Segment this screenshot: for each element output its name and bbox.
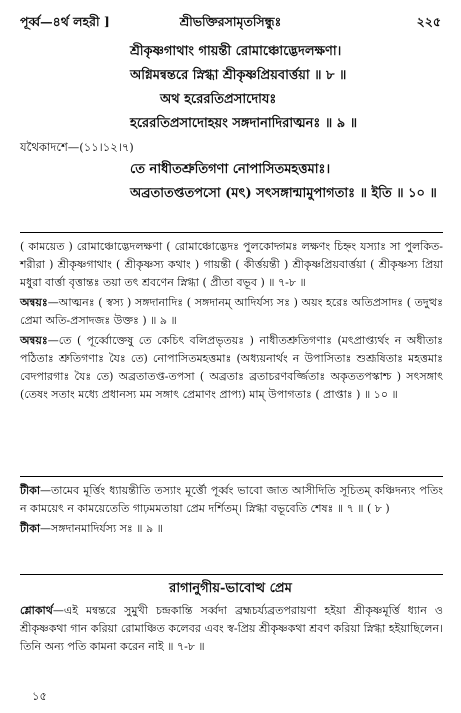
commentary-block [20,238,443,406]
commentary-paragraph: ( কাময়েত ) রোমাঞ্চোদ্ভেদলক্ষণা ( রোমাঞ্চোদ্ভেদঃ পুলকোদ্গমঃ লক্ষণং চিহ্নং যস্যাঃ সা পুলকিত-শরীরা ) শ্রীকৃষ্ণগাথাং ( শ্রীকৃষ্ণস্য কথাং ) গায়ন্তী ( কীর্ত্তয়ন্তী ) শ্রীকৃষ্ণপ্রিয়বার্ত্তয়া ( শ্রীকৃষ্ণস্য প্রিয়া মধুরা বার্ত্তা বৃত্তান্তঃ তয়া তৎ শ্রবণেন স্নিগ্ধা ( প্রীতা বভূব ) ॥ ৭-৮ ॥ [20,240,443,289]
divider-rule [20,476,443,477]
running-header [20,14,441,36]
tika-text: —তামেব মূর্ত্তিং ধ্যায়ন্তীতি তস্যাং মূর্ত্তৌ পূর্ব্বং ভাবো জাত আসীদিতি সূচিতম্ কঞ্চিদন্যং পতিং ন কাময়েৎ ন কাময়েতেতি গাঢ়মমতায়া প্রেম দর্শিতম্। স্নিগ্ধা বভূবেতি শেষঃ ॥ ৭ ॥ ( ৮ ) [20,484,443,515]
anvaya-text: —তে ( পূর্ব্বোক্তেষু তে কেচিৎ বলিপ্রভৃতয়ঃ ) নাধীতশ্রুতিগণাঃ (মৎপ্রাপ্ত্যর্থং ন অধীতাঃ পঠিতাঃ শ্রুতিগণাঃ যৈঃ তে) নোপাসিতমহত্তমাঃ (অধ্যয়নার্থং ন উপাসিতাঃ শুশ্রূষিতাঃ মহত্তমাঃ বেদপারগাঃ যৈঃ তে) অব্রতাতপ্ত-তপসা ( অব্রতাঃ ব্রতাচরণবর্জ্জিতাঃ অকৃততপস্কাশ্চ ) সৎসঙ্গাৎ (তেষং সতাং মধ্যে প্রধানস্য মম সঙ্গাৎ প্রেমাণং প্রাপ্য) মাম্ উপাগতাঃ ( প্রাপ্তাঃ ) ॥ ১০ ॥ [20,334,443,401]
divider-rule [20,232,443,233]
verse-reference: যথৈকাদশে—(১১।১২।৭) [20,140,134,154]
verse-block [20,40,443,206]
tika-label: টীকা [20,484,41,497]
anvaya-label: অন্বয়ঃ [20,296,48,309]
footer-mark: ১৫ [32,689,47,703]
tika-block [20,482,443,540]
tika-paragraph [20,482,443,518]
translation-block [20,602,443,658]
translation-paragraph [20,602,443,656]
divider-rule [20,574,443,575]
verse-line-2: অগ্নিমন্বন্তরে স্নিগ্ধা শ্রীকৃষ্ণপ্রিয়বার্ত্তয়া ॥ ৮ ॥ [130,68,347,83]
verse-heading: অথ হরেরতিপ্রসাদোযঃ [160,92,277,107]
tika-text: —সঙ্গদানমাদির্যস্য সঃ ॥ ৯ ॥ [40,522,163,535]
header-chapter: পূর্ব্ব—৪র্থ লহরী ] [20,14,110,29]
translation-text: —এই মন্বন্তরে সুমুখী চন্দ্রকান্তি সর্ব্বদা ব্রহ্মচর্য্যব্রতপরায়ণা হইয়া শ্রীকৃষ্ণমূর্ত্তি ধ্যান ও শ্রীকৃষ্ণকথা গান করিয়া রোমাঞ্চিত কলেবর এবং স্ব-প্রিয় শ্রীকৃষ্ণকথা শ্রবণ করিয়া স্নিগ্ধা হইয়াছিলেন। তিনি অন্য পতি কামনা করেন নাই ॥ ৭-৮ ॥ [20,604,443,653]
verse-line-5: অব্রতাতপ্ততপসো (মৎ) সৎসঙ্গান্মামুপাগতাঃ ॥ ইতি ॥ ১০ ॥ [130,186,437,201]
verse-line-4: তে নাধীতশ্রুতিগণা নোপাসিতমহত্তমাঃ। [130,162,331,177]
verse-line-1: শ্রীকৃষ্ণগাথাং গায়ন্তী রোমাঞ্চোদ্ভেদলক্ষণা। [130,44,342,59]
anvaya-paragraph [20,294,443,330]
anvaya-paragraph [20,332,443,404]
anvaya-label: অন্বয়ঃ [20,334,48,347]
page-number: ২২৫ [416,14,441,29]
translation-label: শ্লোকার্থ [20,604,53,617]
anvaya-text: —আত্মনঃ ( স্বস্য ) সঙ্গদানাদিঃ ( সঙ্গদানম্ আদির্যস্য সঃ ) অয়ং হরেঃ অতিপ্রসাদঃ ( তদুত্থঃ প্রেমা অতি-প্রসাদজঃ উক্তঃ ) ॥ ৯ ॥ [20,296,443,327]
header-book-title: শ্রীভক্তিরসামৃতসিন্ধুঃ [179,14,282,29]
tika-label: টীকা [20,522,41,535]
section-heading: রাগানুগীয়-ভাবোত্থ প্রেম [169,581,292,596]
tika-paragraph [20,520,443,538]
verse-line-3: হরেরতিপ্রসাদোহয়ং সঙ্গদানাদিরাত্মনঃ ॥ ৯ ॥ [130,116,358,131]
